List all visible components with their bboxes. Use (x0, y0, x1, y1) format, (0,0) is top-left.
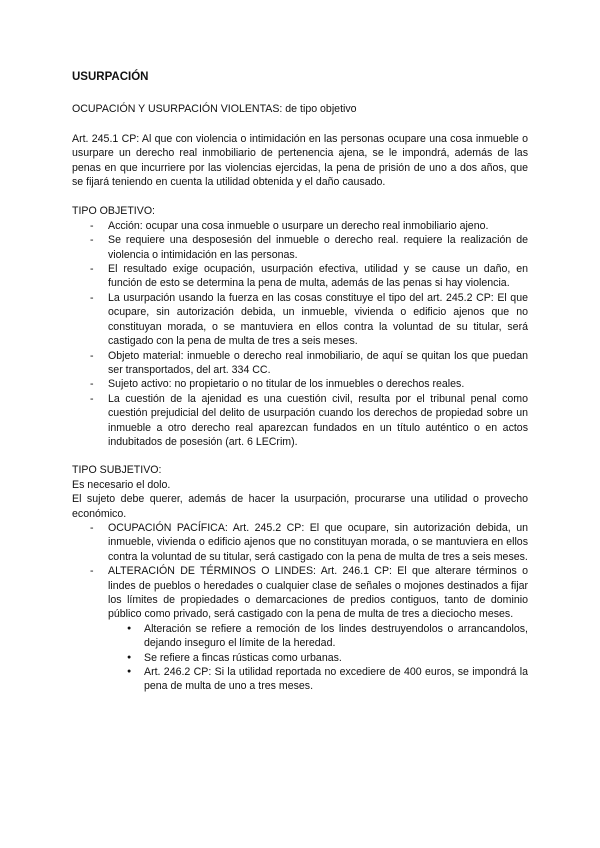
list-item: - Se requiere una desposesión del inmueble o derecho real. requiere la realización de violencia o intimidación en las personas. (108, 233, 528, 262)
list-item: - Sujeto activo: no propietario o no titular de los inmuebles o derechos reales. (108, 377, 528, 391)
section-subtitle: OCUPACIÓN Y USURPACIÓN VIOLENTAS: de tipo objetivo (72, 103, 357, 116)
sub-list-item: ● Art. 246.2 CP: Si la utilidad reportada no excediere de 400 euros, se impondrá la pena de multa de uno a tres meses. (144, 665, 528, 694)
subjetivo-line-2: El sujeto debe querer, además de hacer la usurpación, procurarse una utilidad o provecho económico. (72, 493, 528, 520)
alteracion-text: ALTERACIÓN DE TÉRMINOS O LINDES: Art. 246.1 CP: El que alterare términos o lindes de pueblos o heredades o cualquier clase de señales o mojones destinados a fijar los límites de propiedades o demarcaciones de predios contiguos, tanto de dominio público como privado, será castigado con la pena de multa de tres a dieciocho meses. (108, 565, 528, 621)
sub-list-item: ● Se refiere a fincas rústicas como urbanas. (144, 651, 528, 665)
list-item-alteracion-lindes (108, 564, 528, 694)
list-item-ocupacion-pacifica: - OCUPACIÓN PACÍFICA: Art. 245.2 CP: El que ocupare, sin autorización debida, un inmueble, vivienda o edificio ajenos que no constituyan morada, o se mantuviera en ellos contra la voluntad de su titular, será castigado con la pena de multa de tres a seis meses. (108, 521, 528, 564)
alteracion-sublist (108, 622, 528, 694)
list-item: - Acción: ocupar una cosa inmueble o usurpare un derecho real inmobiliario ajeno. (108, 219, 528, 233)
intro-paragraph: Art. 245.1 CP: Al que con violencia o intimidación en las personas ocupare una cosa inmueble o usurpare un derecho real inmobiliario de pertenencia ajena, se le impondrá, además de las penas en que incurriere por las violencias ejercidas, la pena de prisión de uno a dos años, que se fijará teniendo en cuenta la utilidad obtenida y el daño causado. (72, 132, 528, 189)
subjetivo-heading: TIPO SUBJETIVO: (72, 464, 162, 477)
list-item: - Objeto material: inmueble o derecho real inmobiliario, de aquí se quitan los que puedan ser transportados, del art. 334 CC. (108, 349, 528, 378)
list-item: - La usurpación usando la fuerza en las cosas constituye el tipo del art. 245.2 CP: El que ocupare, sin autorización debida, un inmueble, vivienda o edificio ajenos que no constituyan morada, o se mantuviera en ellos contra la voluntad de su titular, será castigado con la pena de multa de tres a seis meses. (108, 291, 528, 349)
page-title: USURPACIÓN (72, 71, 149, 83)
objetivo-list (72, 219, 528, 450)
objetivo-heading: TIPO OBJETIVO: (72, 205, 155, 218)
list-item: - La cuestión de la ajenidad es una cuestión civil, resulta por el tribunal penal como cuestión prejudicial del delito de usurpación cuando los derechos de propiedad sobre un inmueble a otro derecho real aparezcan fundados en un título auténtico o en actos indubitados de posesión (art. 6 LECrim). (108, 392, 528, 450)
sub-list-item: ● Alteración se refiere a remoción de los lindes destruyendolos o arrancandolos, dejando inseguro el límite de la heredad. (144, 622, 528, 651)
subjetivo-list (72, 521, 528, 694)
list-item: - El resultado exige ocupación, usurpación efectiva, utilidad y se cause un daño, en función de esto se determina la pena de multa, además de las penas si hay violencia. (108, 262, 528, 291)
subjetivo-line-1: Es necesario el dolo. (72, 478, 171, 491)
